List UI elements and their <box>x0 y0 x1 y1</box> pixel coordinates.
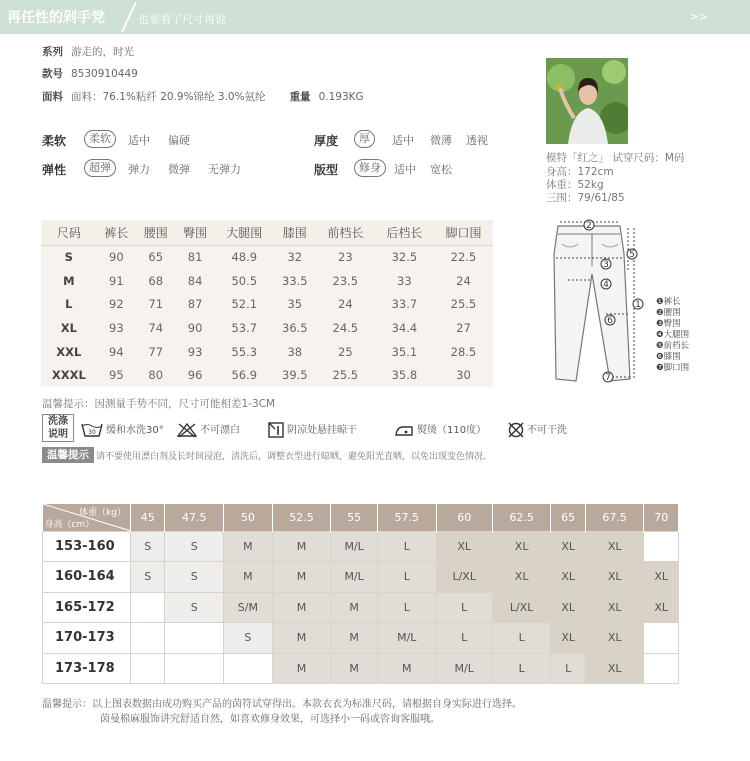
rec-size-cell: L <box>377 592 436 623</box>
size-name-cell: M <box>63 273 75 288</box>
wash-item-label: 缓和水洗30° <box>106 425 164 436</box>
fit-option: 适中 <box>394 163 416 176</box>
elasticity-option-selected: 超弹 <box>84 159 116 177</box>
rec-size-cell: L <box>377 531 436 562</box>
header-divider <box>121 2 137 32</box>
size-value-cell: 93 <box>109 320 124 335</box>
wash-item <box>267 421 357 439</box>
rec-corner-weight: 体重（kg） <box>79 508 126 518</box>
model-name-size: 模特「红之」 试穿尺码：M码 <box>546 152 685 164</box>
fit-option: 宽松 <box>430 163 452 176</box>
rec-size-cell: XL <box>585 623 644 654</box>
rec-size-cell <box>644 531 679 562</box>
more-link[interactable]: >> <box>689 10 708 23</box>
elasticity-option: 弹力 <box>128 163 150 176</box>
rec-weight-header: 47.5 <box>165 504 224 531</box>
size-value-cell: 84 <box>187 273 203 288</box>
size-table <box>41 220 493 387</box>
rec-size-cell: S <box>165 531 224 562</box>
thickness-option: 微薄 <box>430 134 452 147</box>
hang-dry-shade-icon <box>267 421 285 439</box>
no-bleach-icon <box>176 422 198 438</box>
iron-icon <box>393 422 415 438</box>
rec-height-cell: 165-172 <box>43 592 131 623</box>
size-value-cell: 24.5 <box>332 320 359 335</box>
diagram-marker-7: 7 <box>605 373 611 383</box>
no-dry-clean-icon <box>507 421 525 439</box>
diagram-marker-3: 3 <box>603 260 609 270</box>
thickness-option-selected: 厚 <box>354 130 375 148</box>
legend-item: ❸臀围 <box>656 319 681 329</box>
size-value-cell: 33.7 <box>391 297 418 312</box>
size-value-cell: 34.4 <box>391 320 418 335</box>
rec-size-cell: XL <box>585 562 644 593</box>
rec-size-cell: S <box>131 531 165 562</box>
footer-note-2: 茵曼棉麻服饰讲究舒适自然，如喜欢修身效果，可选择小一码或咨询客服哦。 <box>100 714 440 725</box>
size-header-cell: 尺码 <box>41 220 97 245</box>
series-row <box>42 44 134 59</box>
rec-weight-header: 57.5 <box>377 504 436 531</box>
size-value-cell: 48.9 <box>231 250 258 265</box>
rec-size-cell: M <box>272 562 331 593</box>
weight-label: 重量 <box>289 91 311 103</box>
size-name-cell: XL <box>60 320 77 335</box>
size-value-cell: 25 <box>338 344 353 359</box>
size-header-cell: 裤长 <box>97 220 136 245</box>
fabric-label: 面料 <box>42 91 63 103</box>
size-value-cell: 23 <box>338 250 353 265</box>
legend-item: ❻膝围 <box>656 352 681 362</box>
model-photo <box>546 58 628 144</box>
rec-height-cell: 170-173 <box>43 623 131 654</box>
rec-corner-cell <box>43 504 131 531</box>
size-value-cell: 90 <box>109 250 124 265</box>
wash-item-label: 不可漂白 <box>200 425 240 436</box>
rec-size-cell: L/XL <box>492 592 551 623</box>
rec-weight-header: 60 <box>436 504 492 531</box>
size-table-row <box>41 269 493 293</box>
thickness-label: 厚度 <box>314 134 339 148</box>
softness-option: 适中 <box>128 134 150 147</box>
size-header-cell: 臀围 <box>175 220 214 245</box>
rec-size-cell: M/L <box>377 623 436 654</box>
size-table-row <box>41 245 493 269</box>
elasticity-label: 弹性 <box>42 163 67 177</box>
rec-size-cell: L <box>492 623 551 654</box>
rec-table-row <box>43 592 679 623</box>
rec-table-row <box>43 562 679 593</box>
rec-weight-header: 50 <box>224 504 273 531</box>
rec-size-cell: M <box>272 623 331 654</box>
sku-value: 8530910449 <box>71 68 138 80</box>
thickness-option: 适中 <box>392 134 414 147</box>
softness-option-selected: 柔软 <box>84 130 116 148</box>
size-value-cell: 80 <box>148 368 164 383</box>
rec-size-cell: M <box>331 653 378 684</box>
wash-label-line2: 说明 <box>48 429 68 440</box>
size-value-cell: 93 <box>187 344 203 359</box>
wash-label <box>42 414 74 442</box>
thickness-option: 透视 <box>466 134 488 147</box>
rec-corner-height: 身高（cm） <box>44 519 95 530</box>
rec-size-cell: L <box>551 653 585 684</box>
rec-size-cell: S <box>131 562 165 593</box>
wash-item-label: 阴凉处悬挂晾干 <box>287 425 357 436</box>
size-name-cell: S <box>64 250 73 265</box>
size-recommendation-table <box>42 504 679 684</box>
rec-size-cell: M <box>272 531 331 562</box>
rec-table-header <box>43 504 679 531</box>
size-name-cell: XXL <box>56 344 82 359</box>
diagram-marker-5: 5 <box>629 250 635 260</box>
rec-height-cell: 153-160 <box>43 531 131 562</box>
size-value-cell: 52.1 <box>231 297 258 312</box>
size-table-row <box>41 292 493 316</box>
measure-note: 温馨提示：因测量手势不同，尺寸可能相差1-3CM <box>42 398 276 410</box>
size-value-cell: 23.5 <box>332 273 359 288</box>
size-name-cell: XXXL <box>51 368 86 383</box>
rec-size-cell: XL <box>551 592 585 623</box>
rec-size-cell <box>165 623 224 654</box>
model-weight: 体重：52kg <box>546 179 604 191</box>
rec-size-cell: XL <box>551 562 585 593</box>
rec-size-cell: M/L <box>436 653 492 684</box>
rec-size-cell: XL <box>644 562 679 593</box>
size-header-cell: 前档长 <box>316 220 375 245</box>
size-value-cell: 95 <box>109 368 124 383</box>
rec-size-cell <box>644 623 679 654</box>
rec-weight-header: 67.5 <box>585 504 644 531</box>
rec-weight-header: 55 <box>331 504 378 531</box>
legend-item: ❷腰围 <box>656 308 681 318</box>
rec-table-row <box>43 531 679 562</box>
size-name-cell: L <box>65 297 73 312</box>
size-table-row <box>41 363 493 387</box>
size-value-cell: 33.5 <box>282 273 308 288</box>
size-value-cell: 65 <box>148 250 164 265</box>
rec-size-cell <box>131 653 165 684</box>
rec-size-cell: L <box>377 562 436 593</box>
rec-size-cell <box>131 623 165 654</box>
size-value-cell: 39.5 <box>282 368 308 383</box>
model-height: 身高：172cm <box>546 166 614 178</box>
tip-tag: 温馨提示 <box>42 447 94 463</box>
section-header <box>0 0 750 34</box>
sku-row <box>42 66 138 81</box>
size-table-header <box>41 220 493 245</box>
wash-item <box>176 421 240 438</box>
size-value-cell: 22.5 <box>450 250 477 265</box>
rec-size-cell: M <box>272 653 331 684</box>
sku-label: 款号 <box>42 68 63 80</box>
hand-wash-icon <box>80 422 104 438</box>
rec-size-cell: L/XL <box>436 562 492 593</box>
size-header-cell: 腰围 <box>136 220 175 245</box>
size-value-cell: 32 <box>287 250 303 265</box>
rec-size-cell: S <box>224 623 273 654</box>
size-value-cell: 56.9 <box>231 368 258 383</box>
size-value-cell: 96 <box>187 368 203 383</box>
size-value-cell: 90 <box>187 320 203 335</box>
rec-size-cell: S <box>165 592 224 623</box>
size-value-cell: 24 <box>338 297 353 312</box>
care-tip-text: 请不要使用漂白剂及长时间浸泡，清洗后，调整衣型进行晾晒，避免阳光直晒，以免出现变色情况. <box>96 452 486 462</box>
size-value-cell: 50.5 <box>231 273 258 288</box>
size-header-cell: 大腿围 <box>215 220 274 245</box>
legend-item: ❼脚口围 <box>656 363 690 373</box>
rec-height-cell: 173-178 <box>43 653 131 684</box>
header-title: 再任性的剁手党 <box>7 10 105 26</box>
size-value-cell: 74 <box>148 320 164 335</box>
rec-size-cell <box>224 653 273 684</box>
fit-label: 版型 <box>314 163 339 177</box>
rec-size-cell: M/L <box>331 562 378 593</box>
rec-size-cell: XL <box>436 531 492 562</box>
rec-weight-header: 65 <box>551 504 585 531</box>
rec-size-cell: M <box>272 592 331 623</box>
wash-item <box>507 421 567 439</box>
series-label: 系列 <box>42 46 63 58</box>
size-header-cell: 后档长 <box>375 220 434 245</box>
size-value-cell: 68 <box>148 273 164 288</box>
svg-text:30: 30 <box>88 429 96 436</box>
rec-height-cell: 160-164 <box>43 562 131 593</box>
rec-size-cell: L <box>436 592 492 623</box>
size-value-cell: 81 <box>187 250 203 265</box>
rec-weight-header: 52.5 <box>272 504 331 531</box>
elasticity-option: 微弹 <box>168 163 190 176</box>
diagram-marker-4: 4 <box>603 280 609 290</box>
weight-value: 0.193KG <box>318 91 364 103</box>
rec-size-cell: XL <box>585 592 644 623</box>
rec-weight-header: 70 <box>644 504 679 531</box>
size-value-cell: 77 <box>148 344 164 359</box>
rec-size-cell: M <box>331 623 378 654</box>
size-value-cell: 92 <box>109 297 124 312</box>
size-table-row <box>41 340 493 364</box>
softness-option: 偏硬 <box>168 134 190 147</box>
size-value-cell: 33 <box>397 273 412 288</box>
rec-size-cell: XL <box>585 653 644 684</box>
size-value-cell: 53.7 <box>231 320 258 335</box>
size-value-cell: 24 <box>456 273 471 288</box>
size-header-cell: 膝围 <box>274 220 316 245</box>
size-value-cell: 32.5 <box>391 250 418 265</box>
diagram-marker-2: 2 <box>586 221 592 231</box>
rec-size-cell: L <box>436 623 492 654</box>
wash-label-line1: 洗涤 <box>48 416 68 427</box>
rec-size-cell <box>131 592 165 623</box>
rec-size-cell: L <box>492 653 551 684</box>
wash-item <box>80 421 164 438</box>
rec-size-cell: S <box>165 562 224 593</box>
rec-size-cell: XL <box>585 531 644 562</box>
rec-size-cell: XL <box>492 562 551 593</box>
rec-weight-header: 45 <box>131 504 165 531</box>
elasticity-option: 无弹力 <box>208 163 241 176</box>
rec-size-cell: M <box>377 653 436 684</box>
size-value-cell: 30 <box>456 368 471 383</box>
rec-size-cell <box>165 653 224 684</box>
size-value-cell: 27 <box>456 320 471 335</box>
rec-size-cell: XL <box>492 531 551 562</box>
size-table-row <box>41 316 493 340</box>
diagram-marker-6: 6 <box>607 316 613 326</box>
size-value-cell: 25.5 <box>450 297 477 312</box>
wash-item-label: 熨烫（110度） <box>417 425 487 436</box>
fabric-row <box>42 89 364 104</box>
size-value-cell: 55.3 <box>231 344 258 359</box>
rec-size-cell: XL <box>551 531 585 562</box>
wash-item-label: 不可干洗 <box>527 425 567 436</box>
fit-option-selected: 修身 <box>354 159 386 177</box>
wash-item <box>393 421 486 438</box>
rec-size-cell: M <box>224 562 273 593</box>
fabric-value: 面料：76.1%粘纤 20.9%锦纶 3.0%氨纶 <box>71 91 266 103</box>
legend-item: ❺前档长 <box>656 341 690 351</box>
size-value-cell: 71 <box>148 297 164 312</box>
size-value-cell: 94 <box>109 344 124 359</box>
rec-table-row <box>43 623 679 654</box>
rec-size-cell: M/L <box>331 531 378 562</box>
rec-size-cell: XL <box>551 623 585 654</box>
rec-size-cell: M <box>331 592 378 623</box>
size-value-cell: 35.8 <box>391 368 418 383</box>
size-value-cell: 25.5 <box>332 368 359 383</box>
header-subtitle: 也要看了尺寸再说 <box>138 13 226 26</box>
softness-label: 柔软 <box>42 134 67 148</box>
rec-size-cell <box>644 653 679 684</box>
rec-table-row <box>43 653 679 684</box>
series-value: 游走的，时光 <box>71 46 134 58</box>
diagram-marker-1: 1 <box>635 300 641 310</box>
size-value-cell: 35.1 <box>391 344 418 359</box>
size-value-cell: 91 <box>109 273 124 288</box>
size-value-cell: 87 <box>187 297 203 312</box>
legend-item: ❶裤长 <box>656 297 681 307</box>
rec-size-cell: S/M <box>224 592 273 623</box>
size-value-cell: 28.5 <box>450 344 477 359</box>
model-measurements: 三围：79/61/85 <box>546 192 625 204</box>
pants-diagram <box>548 214 708 386</box>
rec-size-cell: XL <box>644 592 679 623</box>
rec-size-cell: M <box>224 531 273 562</box>
rec-weight-header: 62.5 <box>492 504 551 531</box>
size-value-cell: 35 <box>287 297 303 312</box>
footer-note-1: 温馨提示：以上图表数据由成功购买产品的茵符试穿得出。本款衣衣为标准尺码，请根据自身实际进行选择。 <box>42 699 522 710</box>
size-value-cell: 36.5 <box>282 320 308 335</box>
legend-item: ❹大腿围 <box>656 330 690 340</box>
size-value-cell: 38 <box>287 344 303 359</box>
size-header-cell: 脚口围 <box>434 220 493 245</box>
